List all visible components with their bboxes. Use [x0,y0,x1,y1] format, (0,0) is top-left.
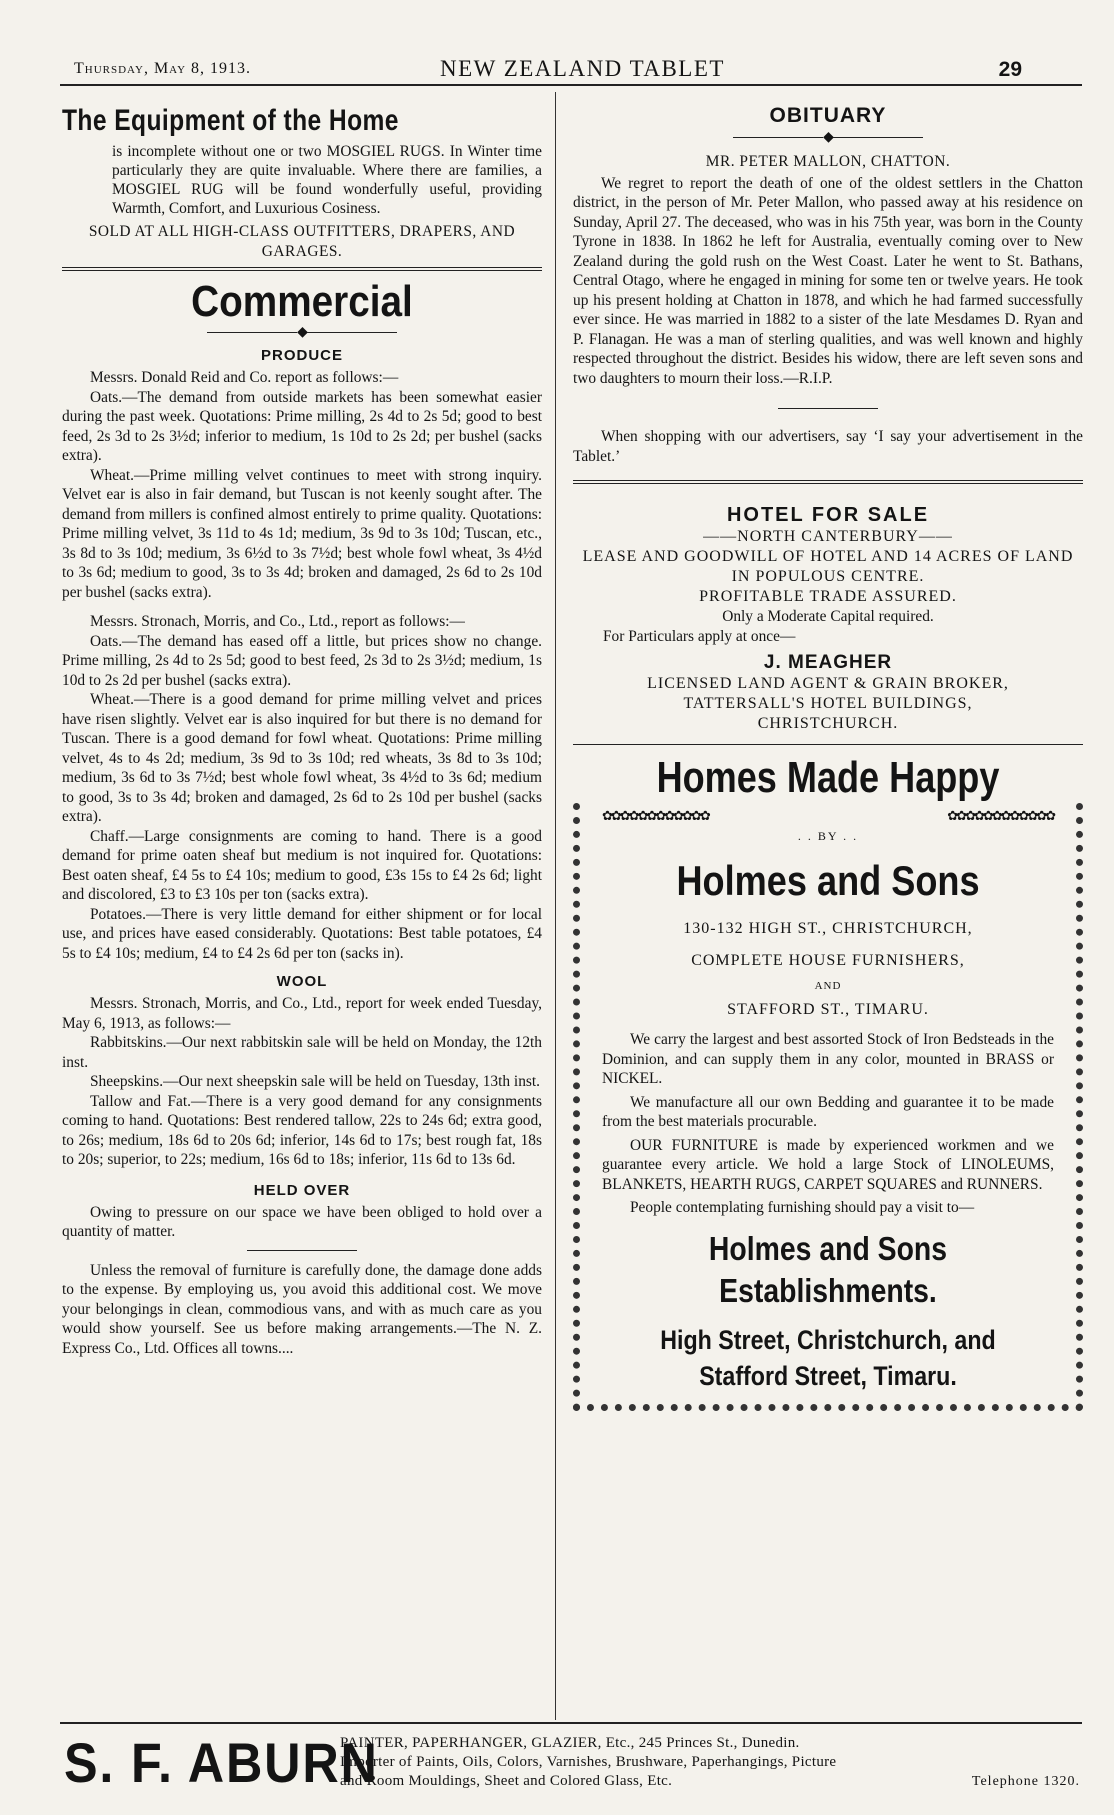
ornament-divider: ◆ [573,132,1083,144]
holmes-street1: High Street, Christchurch, and [660,1324,996,1355]
section-rule [573,744,1083,745]
equipment-title: The Equipment of the Home [62,104,399,137]
produce-p4: Messrs. Stronach, Morris, and Co., Ltd., report as follows:— [90,613,465,630]
right-column [573,104,1083,1411]
holmes-p3: OUR FURNITURE is made by experienced workmen and we guarantee every article. We hold a large Stock of LINOLEUMS, BLANKETS, HEARTH RUGS, CARPET SQUARES and RUNNERS. [602,1136,1054,1193]
obituary-body: We regret to report the death of one of the oldest settlers in the Chatton district, in the person of Mr. Peter Mallon, who passed away at his residence on Sunday, April 27. The deceased, who was in his 75th year, was born in the County Tyrone in 1838. In 1862 he left for Australia, eventually coming over to New Zealand during the gold rush on the West Coast. Later he went to St. Bathans, Central Otago, where he engaged in mining for some ten or twelve years. He took up his present holding at Chatton in 1878, and which he had farmed successfully ever since. He was married in 1882 to a sister of the late Mesdames D. Ryan and P. Flanagan. He was a man of sterling qualities, and was well known and highly respected throughout the district. Besides his widow, there are left seven sons and two daughters to mourn their loss.—R.I.P. [573,174,1083,387]
wool-p4: Tallow and Fat.—There is a very good demand for any consignments coming to hand. Quotations: Best rendered tallow, 22s to 24s 6d; extra good, to 26s; medium, 18s 6d to 20s 6d; inferior, 14s 6d to 17s; best rough fat, 18s to 20s; superior, to 22s; medium, 16s 6d to 18s; inferior, 11s 6d to 13s 6d. [62,1092,542,1168]
removal-notice: Unless the removal of furniture is carefully done, the damage done adds to the expense. By employing us, you avoid this additional cost. We move your belongings in clean, commodious vans, and with as much care as you would show yourself. See us before making arrangements.—The N. Z. Express Co., Ltd. Offices all towns.... [62,1261,542,1357]
obituary-name: MR. PETER MALLON, CHATTON. [705,153,951,170]
holmes-est2: Establishments. [719,1271,937,1309]
holmes-and: AND [814,979,842,992]
wool-p3: Sheepskins.—Our next sheepskin sale will be held on Tuesday, 13th inst. [90,1073,541,1090]
holmes-addr1: 130-132 HIGH ST., CHRISTCHURCH, [683,919,973,937]
holmes-headline: Homes Made Happy [656,753,1000,802]
ad-border-top: ✿✿✿✿✿✿✿✿✿✿✿✿ ✿✿✿✿✿✿✿✿✿✿✿✿ [602,808,1054,823]
short-rule [247,1250,357,1251]
agent-line3: CHRISTCHURCH. [757,715,899,732]
aburn-advert [60,1722,1082,1804]
held-over-body: Owing to pressure on our space we have been obliged to hold over a quantity of matter. [62,1203,542,1240]
wool-p1: Messrs. Stronach, Morris, and Co., Ltd., report for week ended Tuesday, May 6, 1913, as follows:— [62,995,542,1032]
left-column [62,104,542,1358]
agent-line2: TATTERSALL'S HOTEL BUILDINGS, [683,695,973,712]
ornament-divider: ◆ [62,327,542,339]
wool-p2: Rabbitskins.—Our next rabbitskin sale will be held on Monday, the 12th inst. [62,1034,542,1071]
hotel-line1: LEASE AND GOODWILL OF HOTEL AND 14 ACRES OF LAND IN POPULOUS CENTRE. [582,548,1074,585]
hotel-subtitle: ——NORTH CANTERBURY—— [703,528,953,545]
holmes-p2: We manufacture all our own Bedding and guarantee it to be made from the best materials procurable. [602,1093,1054,1130]
holmes-p4: People contemplating furnishing should pay a visit to— [630,1199,975,1216]
holmes-addr3: STAFFORD ST., TIMARU. [727,1001,929,1018]
commercial-title: Commercial [191,277,413,326]
header-rule [60,84,1082,86]
holmes-firm: Holmes and Sons [676,856,980,904]
holmes-addr2: COMPLETE HOUSE FURNISHERS, [691,951,965,969]
masthead: NEW ZEALAND TABLET [440,56,725,81]
obituary-title: OBITUARY [769,104,887,127]
produce-heading: PRODUCE [260,347,343,364]
holmes-by: . . BY . . [797,829,859,843]
produce-p6: Wheat.—There is a good demand for prime milling velvet and prices have risen slightly. Velvet ear is also inquired for but there is no demand for Tuscan. There is a good demand for fowl wheat. Quotations: Prime milling velvet, 4s to 4s 2d; medium, 3s 9d to 3s 10d; red wheats, 3s 8d to 3s 10d; medium, 3s 6d to 3s 7½d; best whole fowl wheat, 3s 4½d to 3s 6d; medium to good, 3s to 3s 4d; broken and damaged, 2s 6d to 2s 10d per bushel (sacks extra). [62,691,542,825]
equipment-body: is incomplete without one or two MOSGIEL RUGS. In Winter time particularly they are quite invaluable. Where there are families, a MOSGIEL RUG will be found wonderfully useful, providing Warmth, Comfort, and Luxurious Cosiness. [112,143,542,217]
agent-name: J. MEAGHER [763,652,893,673]
aburn-line1: PAINTER, PAPERHANGER, GLAZIER, Etc., 245 Princes St., Dunedin. [340,1735,800,1751]
column-rule [555,92,556,1720]
produce-p8: Potatoes.—There is very little demand for either shipment or for local use, and prices have eased considerably. Quotations: Best table potatoes, £4 5s to £4 10s; medium, £4 to £4 2s 6d per ton (sacks in). [62,905,542,962]
section-divider [573,480,1083,484]
holmes-est1: Holmes and Sons [708,1229,948,1267]
shopping-notice: When shopping with our advertisers, say ‘I say your advertisement in the Tablet.’ [573,428,1083,465]
aburn-text [340,1734,1080,1791]
holmes-ad-box [573,803,1083,1411]
produce-p5: Oats.—The demand has eased off a little, but prices show no change. Prime milling, 2s 4d to 2s 5d; good to best feed, 2s 3d to 2s 3½d; medium, 1s 10d to 2s 2d per bushel (sacks extra). [62,632,542,689]
equipment-sold: SOLD AT ALL HIGH-CLASS OUTFITTERS, DRAPERS, AND GARAGES. [88,223,516,260]
aburn-name: S. F. ABURN [64,1731,379,1794]
hotel-line4: For Particulars apply at once— [603,627,796,645]
issue-date: Thursday, May 8, 1913. [74,60,252,77]
section-divider [62,267,542,271]
agent-line1: LICENSED LAND AGENT & GRAIN BROKER, [647,675,1009,692]
aburn-line2: Importer of Paints, Oils, Colors, Varnishes, Brushware, Paperhangings, Picture [340,1754,837,1770]
page-number: 29 [998,58,1022,81]
hotel-title: HOTEL FOR SALE [726,504,930,526]
produce-p1: Messrs. Donald Reid and Co. report as follows:— [90,369,399,386]
produce-p3: Wheat.—Prime milling velvet continues to meet with strong inquiry. Velvet ear is also in fair demand, but Tuscan is not keenly sought after. The demand from millers is confined almost entirely to prime quality. Quotations: Prime milling velvet, 3s 11d to 4s 1d; medium, 3s 9d to 3s 10d; Tuscan, etc., 3s 8d to 3s 10d; medium, 3s 6½d to 3s 7½d; best whole fowl wheat, 3s 4½d to 3s 6d; medium to good, 3s to 3s 4d; broken and damaged, 2s 6d to 2s 10d per bushel (sacks extra). [62,466,542,601]
holmes-street2: Stafford Street, Timaru. [699,1360,957,1391]
page-header [60,52,1020,82]
wool-heading: WOOL [276,973,328,990]
holmes-p1: We carry the largest and best assorted Stock of Iron Bedsteads in the Dominion, and can supply them in any color, mounted in BRASS or NICKEL. [602,1031,1054,1087]
aburn-phone: Telephone 1320. [971,1774,1080,1789]
aburn-line3: and Room Mouldings, Sheet and Colored Glass, Etc. [340,1773,673,1789]
produce-p2: Oats.—The demand from outside markets has been somewhat easier during the past week. Quotations: Prime milling, 2s 4d to 2s 5d; good to best feed, 2s 3d to 2s 3½d; inferior to medium, 1s 10d to 2s 2d; per bushel (sacks extra). [62,388,542,464]
short-rule [778,408,878,409]
hotel-line2: PROFITABLE TRADE ASSURED. [699,588,957,605]
held-over-heading: HELD OVER [253,1181,351,1199]
hotel-line3: Only a Moderate Capital required. [722,608,934,625]
produce-p7: Chaff.—Large consignments are coming to hand. There is a good demand for prime oaten sheaf but medium is not inquired for. Quotations: Best oaten sheaf, £4 5s to £4 10s; medium to good, £3s 15s to £4 2s 6d; light and discolored, £3 to £3 10s per ton (sacks extra). [62,827,542,903]
